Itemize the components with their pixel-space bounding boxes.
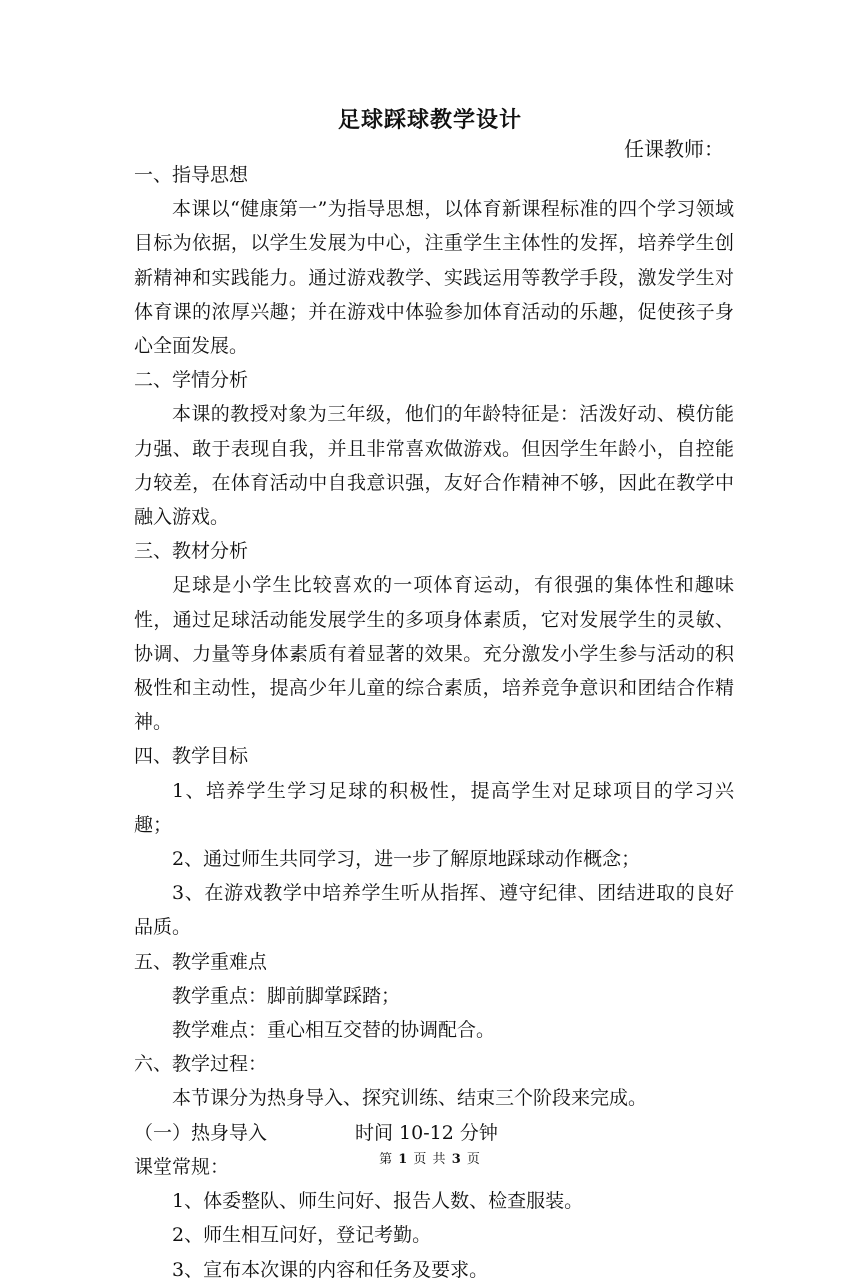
section-heading-guiding-ideology: 一、指导思想 [134,164,249,186]
paragraph-guiding-ideology: 本课以“健康第一”为指导思想，以体育新课程标准的四个学习领域目标为依据，以学生发展为中心，注重学生主体性的发挥，培养学生创新精神和实践能力。通过游戏教学、实践运用等教学手段，激发学生对体育课的浓厚兴趣；并在游戏中体验参加体育活动的乐趣，促使孩子身心全面发展。 [134,198,734,358]
paragraph-student-analysis: 本课的教授对象为三年级，他们的年龄特征是：活泼好动、模仿能力强、敢于表现自我，并且非常喜欢做游戏。但因学生年龄小，自控能力较差，在体育活动中自我意识强，友好合作精神不够，因此在教学中融入游戏。 [134,403,734,529]
footer-prefix: 第 [379,1152,394,1167]
subsection-warmup-time: 时间 10-12 分钟 [355,1121,498,1144]
routine-item-1: 1、体委整队、师生问好、报告人数、检查服装。 [172,1190,584,1213]
goal-item-3: 3、在游戏教学中培养学生听从指挥、遵守纪律、团结进取的良好品质。 [134,882,734,939]
footer-page-number: 1 [398,1152,409,1167]
page-footer [0,1150,860,1170]
subsection-warmup [134,1116,734,1150]
paragraph-material-analysis: 足球是小学生比较喜欢的一项体育运动，有很强的集体性和趣味性，通过足球活动能发展学生的多项身体素质，它对发展学生的灵敏、协调、力量等身体素质有着显著的效果。充分激发小学生参与活动的积极性和主动性，提高少年儿童的综合素质，培养竞争意识和团结合作精神。 [134,574,734,734]
document-body [134,158,734,1287]
subsection-warmup-label: （一）热身导入 [134,1121,268,1144]
footer-total-pages: 3 [451,1152,462,1167]
difficult-point: 教学难点：重心相互交替的协调配合。 [172,1019,496,1042]
section-heading-material-analysis: 三、教材分析 [134,540,249,563]
routine-item-3: 3、宣布本次课的内容和任务及要求。 [172,1258,489,1281]
section-heading-teaching-goals: 四、教学目标 [134,745,249,768]
teacher-label: 任课教师： [624,137,724,161]
routine-item-2: 2、师生相互问好，登记考勤。 [172,1224,432,1247]
key-point: 教学重点：脚前脚掌踩踏； [172,984,401,1007]
footer-suffix: 页 [466,1152,481,1167]
section-heading-key-points: 五、教学重难点 [134,950,268,973]
paragraph-teaching-process: 本节课分为热身导入、探究训练、结束三个阶段来完成。 [172,1087,648,1110]
section-heading-teaching-process: 六、教学过程： [134,1053,268,1076]
goal-item-2: 2、通过师生共同学习，进一步了解原地踩球动作概念； [172,848,641,871]
routine-heading: 课堂常规： [134,1155,230,1178]
section-heading-student-analysis: 二、学情分析 [134,369,249,392]
document-title: 足球踩球教学设计 [337,107,522,133]
goal-item-1: 1、培养学生学习足球的积极性，提高学生对足球项目的学习兴趣； [134,779,734,836]
footer-middle: 页 共 [413,1152,447,1167]
